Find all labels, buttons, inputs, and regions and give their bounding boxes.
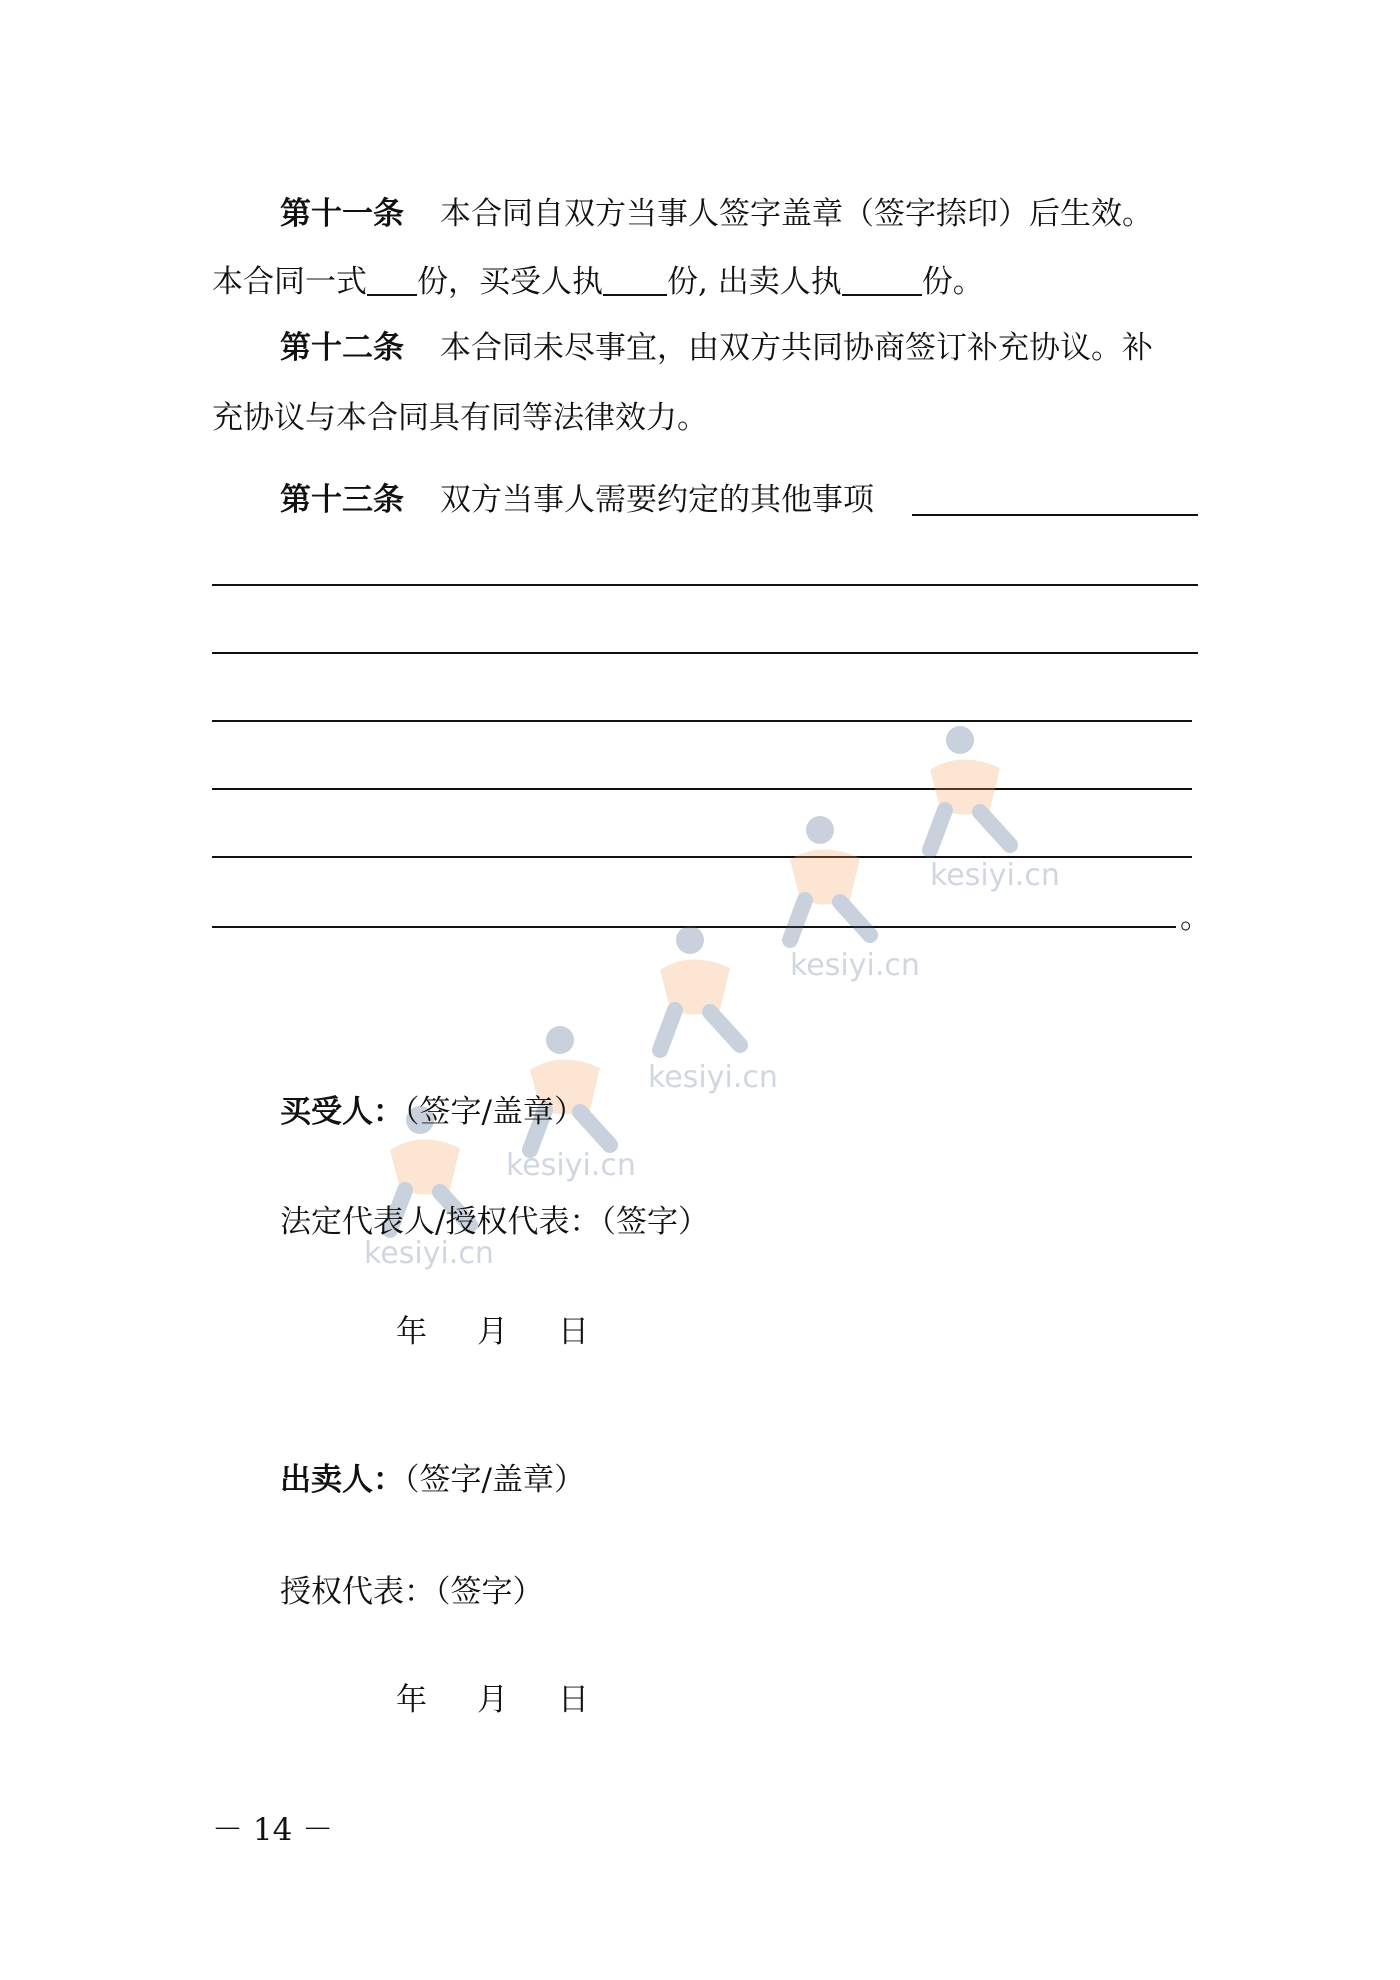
runner-icon-2 bbox=[790, 816, 870, 940]
watermark-text-2: kesiyi.cn bbox=[790, 948, 920, 983]
seller-copies-blank[interactable] bbox=[842, 264, 922, 296]
watermark-text-1: kesiyi.cn bbox=[930, 858, 1060, 893]
seller-representative: 授权代表：（签字） bbox=[280, 1574, 544, 1610]
buyer-date-year: 年 bbox=[396, 1314, 427, 1350]
seller-date-year: 年 bbox=[396, 1682, 427, 1718]
article-12-line-2: 充协议与本合同具有同等法律效力。 bbox=[212, 400, 708, 436]
watermark-text-4: kesiyi.cn bbox=[506, 1148, 636, 1183]
page-number: － 14 － bbox=[212, 1812, 334, 1848]
seller-sign-line bbox=[280, 1458, 585, 1502]
runner-icon-1 bbox=[930, 726, 1010, 850]
article-12-text: 本合同未尽事宜，由双方共同协商签订补充协议。补 bbox=[440, 330, 1153, 366]
buyer-copies-label: 份，买受人执 bbox=[417, 264, 603, 300]
article-11-line-1 bbox=[280, 192, 1270, 236]
article-13-heading: 第十三条 bbox=[280, 482, 404, 518]
buyer-representative: 法定代表人/授权代表：（签字） bbox=[280, 1204, 709, 1240]
copies-label: 本合同一式 bbox=[212, 264, 367, 300]
seller-date bbox=[396, 1678, 639, 1722]
watermark-text-5: kesiyi.cn bbox=[364, 1236, 494, 1271]
seller-date-month: 月 bbox=[477, 1682, 508, 1718]
watermark-runner-icons bbox=[360, 720, 1080, 1240]
seller-label: 出卖人： bbox=[280, 1462, 404, 1498]
article-13-text: 双方当事人需要约定的其他事项 bbox=[440, 482, 874, 518]
seller-date-day: 日 bbox=[558, 1682, 589, 1718]
article-12-line-1 bbox=[280, 326, 1270, 370]
other-matters-blank-3[interactable] bbox=[212, 652, 1198, 654]
copies-end: 份。 bbox=[921, 264, 984, 300]
buyer-label: 买受人： bbox=[280, 1094, 404, 1130]
watermark-text-3: kesiyi.cn bbox=[648, 1060, 778, 1095]
buyer-sign-line bbox=[280, 1090, 585, 1134]
other-matters-end-mark: 。 bbox=[1180, 900, 1211, 936]
buyer-date-month: 月 bbox=[477, 1314, 508, 1350]
article-12-heading: 第十二条 bbox=[280, 330, 404, 366]
runner-icon-3 bbox=[660, 926, 740, 1050]
article-11-text: 本合同自双方当事人签字盖章（签字捺印）后生效。 bbox=[440, 196, 1153, 232]
buyer-sign-note: （签字/盖章） bbox=[404, 1094, 585, 1130]
article-11-line-2 bbox=[212, 260, 1202, 304]
copies-total-blank[interactable] bbox=[367, 264, 417, 296]
other-matters-blank-2[interactable] bbox=[212, 584, 1198, 586]
article-11-heading: 第十一条 bbox=[280, 196, 404, 232]
buyer-date-day: 日 bbox=[558, 1314, 589, 1350]
seller-sign-note: （签字/盖章） bbox=[404, 1462, 585, 1498]
seller-copies-label: 份, 出卖人执 bbox=[667, 264, 842, 300]
other-matters-blank-1[interactable] bbox=[912, 514, 1198, 516]
buyer-copies-blank[interactable] bbox=[603, 264, 667, 296]
buyer-date bbox=[396, 1310, 639, 1354]
